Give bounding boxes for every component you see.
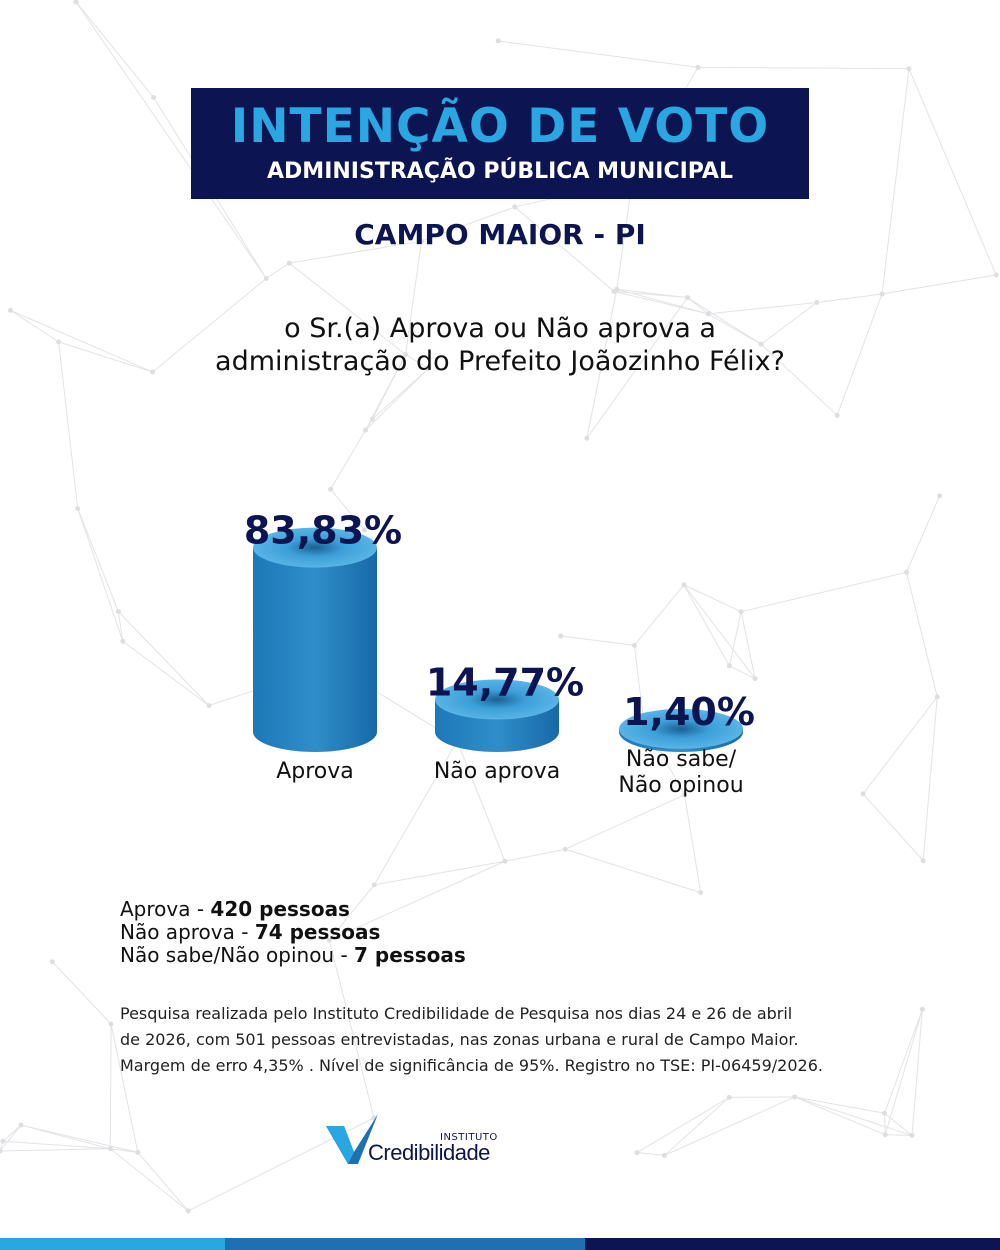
approval-cylinder-chart: [0, 470, 1000, 830]
respondent-counts: [120, 898, 466, 967]
survey-question: [100, 312, 900, 378]
header-title: INTENÇÃO DE VOTO: [230, 99, 770, 154]
count-row-disapprove: [120, 921, 466, 944]
bar-value-label: 83,83%: [243, 508, 403, 553]
count-label: Não sabe/Não opinou -: [120, 943, 355, 967]
survey-question-line-1: o Sr.(a) Aprova ou Não aprova a: [284, 313, 716, 344]
logo-main-text: Credibilidade: [368, 1140, 490, 1165]
bar-cylinder-0: [253, 528, 377, 752]
bottom-color-bar: [0, 1238, 1000, 1250]
count-row-approve: [120, 898, 466, 921]
bar-body: [253, 548, 377, 752]
bottom-bar-segment: [585, 1238, 1000, 1250]
survey-question-line-2: administração do Prefeito Joãozinho Félix?: [215, 346, 785, 377]
bottom-bar-segment: [225, 1238, 585, 1250]
count-row-no-opinion: [120, 944, 466, 967]
bar-value-label: 14,77%: [425, 660, 585, 705]
count-value: 74 pessoas: [254, 920, 381, 944]
count-value: 7 pessoas: [354, 943, 466, 967]
header-subtitle: ADMINISTRAÇÃO PÚBLICA MUNICIPAL: [267, 159, 733, 184]
city-title: CAMPO MAIOR - PI: [354, 218, 646, 251]
footnote-line-3: Margem de erro 4,35% . Nível de significância de 95%. Registro no TSE: PI-06459/2026.: [120, 1056, 823, 1075]
footnote-line-1: Pesquisa realizada pelo Instituto Credibilidade de Pesquisa nos dias 24 e 26 de abril: [120, 1004, 793, 1023]
count-label: Não aprova -: [120, 920, 255, 944]
count-value: 420 pessoas: [210, 897, 350, 921]
instituto-credibilidade-logo: [322, 1112, 502, 1172]
count-label: Aprova -: [120, 897, 211, 921]
footnote-line-2: de 2026, com 501 pessoas entrevistadas, nas zonas urbana e rural de Campo Maior.: [120, 1030, 799, 1049]
logo-small-text: INSTITUTO: [440, 1132, 498, 1143]
methodology-footnote: [120, 1001, 900, 1079]
bottom-bar-segment: [0, 1238, 225, 1250]
header-banner: [191, 88, 809, 199]
bar-category-label: Não sabe/: [625, 747, 737, 772]
bar-category-label: Não opinou: [618, 773, 744, 798]
bar-category-label: Não aprova: [433, 759, 561, 784]
bar-value-label: 1,40%: [623, 689, 755, 734]
bar-category-label: Aprova: [276, 759, 354, 784]
